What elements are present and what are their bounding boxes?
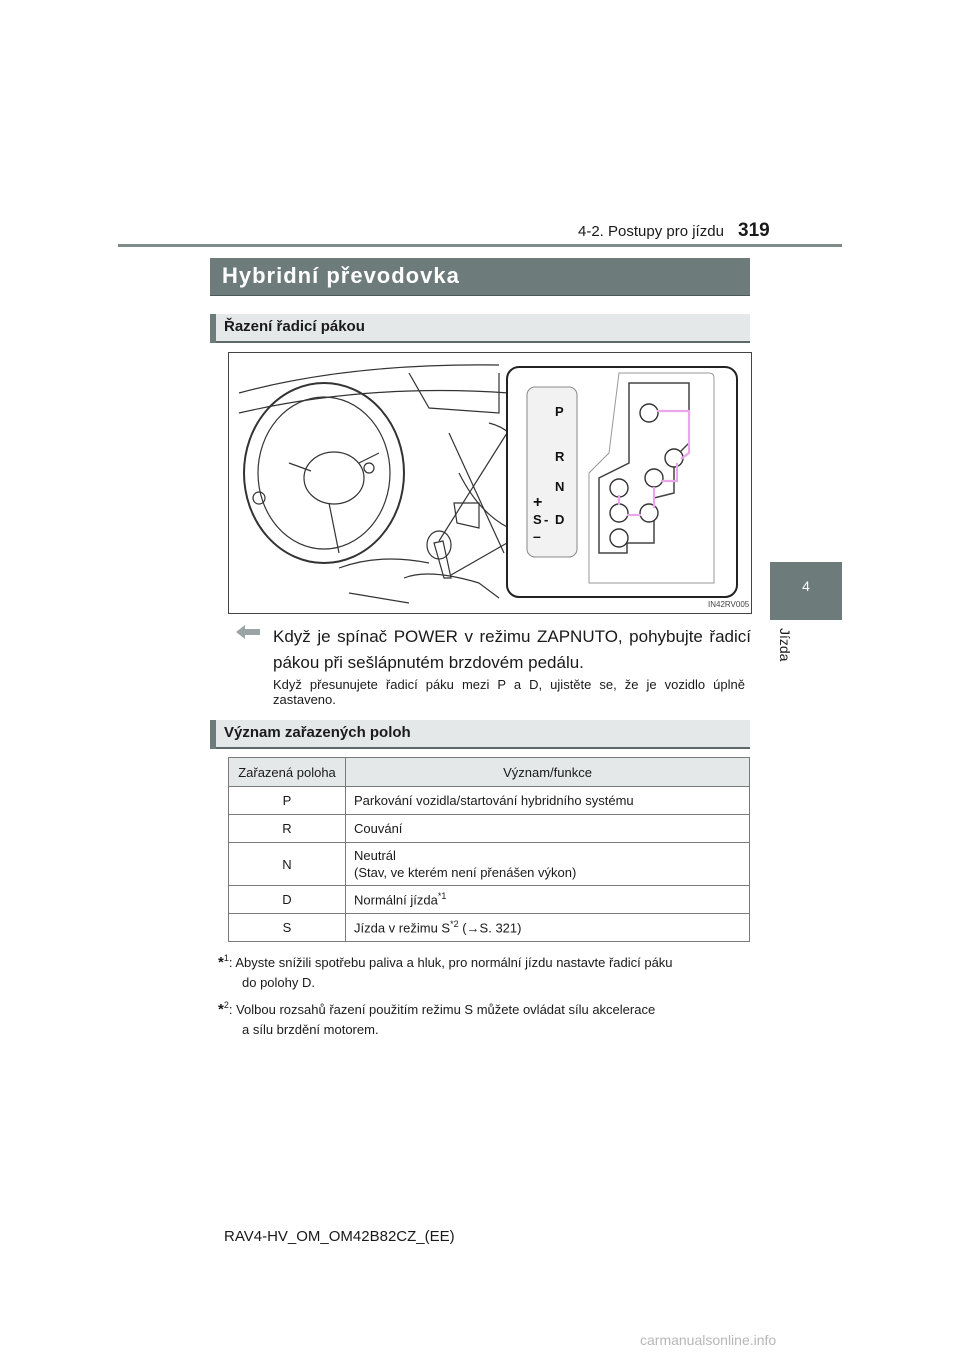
gear-positions-table	[228, 757, 750, 942]
shift-lever-illustration	[228, 352, 752, 614]
subsection-title-shift: Řazení řadicí pákou	[224, 318, 365, 335]
gear-label-minus: –	[533, 528, 541, 544]
footnote-ref: *2	[450, 919, 459, 930]
section-title: 4-2. Postupy pro jízdu	[578, 223, 724, 240]
meaning-cell: Jízda v režimu $S^{*2}$ (→S. 321)	[346, 914, 750, 942]
instruction-text: Když je spínač POWER v režimu ZAPNUTO, pohybujte řadicí pákou při sešlápnutém brzdovém pedálu.	[273, 627, 751, 672]
table-header-row	[229, 758, 750, 787]
position-cell: P	[229, 787, 346, 815]
watermark[interactable]: carmanualsonline.info	[640, 1332, 777, 1348]
meaning-cell: Parkování vozidla/startování hybridního systému	[346, 787, 750, 815]
footnote-ref: *1	[437, 891, 447, 902]
gear-label-p: P	[555, 404, 564, 419]
arrow-left-icon	[236, 624, 260, 645]
chapter-label: Jízda	[777, 628, 793, 662]
document-id: RAV4-HV_OM_OM42B82CZ_(EE)	[224, 1228, 455, 1245]
subsection-header-shift	[210, 314, 750, 343]
note-text: Když přesunujete řadicí páku mezi P a D, ujistěte se, že je vozidlo úplně zastaveno.	[273, 677, 745, 707]
chapter-number: 4	[802, 578, 810, 594]
footnote-1: *$^1$: Abyste snížili spotřebu paliva a hluk, pro normální jízdu nastavte řadicí páku do polohy D.	[218, 953, 673, 990]
gear-label-d: D	[555, 512, 565, 527]
header-divider	[118, 244, 842, 247]
meaning-cell: Neutrál (Stav, ve kterém není přenášen výkon)	[346, 843, 750, 886]
gear-label-plus: +	[533, 494, 543, 511]
illustration-code: IN42RV005	[708, 600, 750, 609]
table-row	[229, 787, 750, 815]
gear-label-s: S	[533, 512, 542, 527]
subsection-title-meaning: Význam zařazených poloh	[224, 724, 411, 741]
position-cell: S	[229, 914, 346, 942]
subsection-header-meaning	[210, 720, 750, 749]
column-header-position: Zařazená poloha	[229, 758, 346, 787]
cockpit-drawing	[229, 353, 751, 613]
table-row	[229, 843, 750, 886]
meaning-cell: Normální jízda$^{*1}$	[346, 886, 750, 914]
meaning-detail: (Stav, ve kterém není přenášen výkon)	[354, 865, 577, 880]
gear-label-n: N	[555, 479, 565, 494]
gear-label-dash: -	[544, 512, 549, 527]
footnote-2: *$^2$: Volbou rozsahů řazení použitím režimu S můžete ovládat sílu akcelerace a sílu brzdění motorem.	[218, 1000, 656, 1037]
column-header-meaning: Význam/funkce	[346, 758, 750, 787]
page-reference[interactable]: (→S. 321)	[458, 920, 522, 936]
position-cell: D	[229, 886, 346, 914]
gear-label-r: R	[555, 449, 565, 464]
main-title: Hybridní převodovka	[222, 263, 460, 288]
position-cell: N	[229, 843, 346, 886]
page-number: 319	[738, 220, 770, 241]
table-row	[229, 914, 750, 942]
meaning-cell: Couvání	[346, 815, 750, 843]
table-row	[229, 886, 750, 914]
table-row	[229, 815, 750, 843]
position-cell: R	[229, 815, 346, 843]
